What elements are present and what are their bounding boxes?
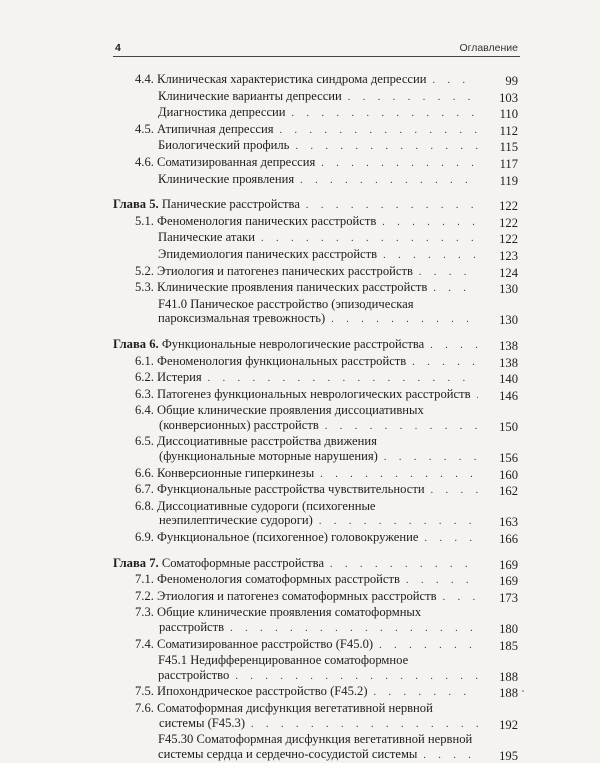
toc-entry-title: Функциональные расстройства чувствительности bbox=[157, 482, 425, 497]
toc-entry[interactable] bbox=[113, 403, 518, 434]
section-number: 5.2. bbox=[135, 263, 158, 278]
leader-dots bbox=[374, 686, 478, 701]
leader-dots bbox=[433, 282, 478, 297]
toc-entry-text bbox=[158, 653, 408, 668]
toc-entry-text bbox=[158, 105, 286, 120]
leader-dots bbox=[330, 558, 478, 573]
section-number: 4.5. bbox=[135, 121, 158, 136]
toc-page-number: 192 bbox=[499, 717, 518, 732]
toc-entry-text bbox=[135, 589, 437, 604]
toc-entry[interactable] bbox=[113, 466, 518, 483]
running-header bbox=[113, 40, 520, 57]
toc-entry-title: (конверсионных) расстройств bbox=[159, 417, 319, 432]
section-number: 4.4. bbox=[135, 72, 158, 86]
section-number: 7.5. bbox=[135, 684, 158, 699]
leader-dots bbox=[295, 140, 478, 155]
toc-page-number: 140 bbox=[499, 372, 518, 387]
toc-entry-text bbox=[158, 732, 472, 747]
toc-entry[interactable] bbox=[113, 214, 518, 231]
toc-entry[interactable] bbox=[113, 637, 518, 654]
leader-dots bbox=[331, 313, 478, 328]
leader-dots bbox=[325, 420, 478, 435]
toc-entry[interactable] bbox=[113, 684, 518, 701]
leader-dots bbox=[251, 718, 478, 733]
leader-dots bbox=[208, 372, 478, 387]
toc-page-number: 188 bbox=[499, 686, 518, 701]
toc-entry[interactable] bbox=[113, 89, 518, 106]
section-number: 7.2. bbox=[135, 588, 158, 603]
toc-page-number: 130 bbox=[499, 313, 518, 328]
toc-entry-title: Этиология и патогенез панических расстройств bbox=[157, 263, 413, 278]
toc-entry-title: Феноменология соматоформных расстройств bbox=[157, 572, 400, 587]
toc-entry[interactable] bbox=[113, 354, 518, 371]
toc-entry[interactable] bbox=[113, 122, 518, 139]
leader-dots bbox=[431, 484, 478, 499]
toc-entry[interactable] bbox=[113, 572, 518, 589]
leader-dots bbox=[306, 199, 478, 214]
toc-entry-text bbox=[159, 716, 245, 731]
section-number: 6.8. bbox=[135, 498, 158, 513]
toc-entry-title: Соматоформные расстройства bbox=[161, 555, 325, 570]
section-number: 6.5. bbox=[135, 434, 158, 449]
toc-entry[interactable] bbox=[113, 482, 518, 499]
toc-entry[interactable] bbox=[113, 105, 518, 122]
toc-entry-title: системы сердца и сердечно-сосудистой системы bbox=[158, 746, 418, 761]
toc-page-number: 130 bbox=[499, 282, 518, 297]
leader-dots bbox=[230, 622, 478, 637]
toc-entry-text bbox=[113, 556, 324, 571]
toc-entry[interactable] bbox=[113, 387, 518, 404]
toc-entry[interactable] bbox=[113, 732, 518, 763]
toc-entry-text bbox=[158, 89, 342, 104]
toc-entry-title: Патогенез функциональных неврологических расстройств bbox=[157, 386, 471, 401]
toc-entry-title: Клинические проявления bbox=[158, 171, 295, 186]
toc-page-number: 124 bbox=[499, 265, 518, 280]
toc-entry-title: Биологический профиль bbox=[158, 138, 290, 153]
toc-entry-text bbox=[159, 620, 224, 635]
chapter-label: Глава 7. bbox=[113, 555, 159, 570]
leader-dots bbox=[406, 574, 478, 589]
toc-entry-title: (функциональные моторные нарушения) bbox=[159, 449, 378, 464]
section-number: 6.4. bbox=[135, 403, 158, 418]
table-of-contents bbox=[113, 72, 518, 763]
toc-entry-text bbox=[135, 605, 421, 620]
toc-entry-title: Диагностика депрессии bbox=[158, 105, 286, 120]
chapter-label: Глава 6. bbox=[113, 336, 159, 351]
section-number: 7.1. bbox=[135, 572, 158, 587]
toc-entry-text bbox=[135, 387, 471, 402]
toc-chapter-entry[interactable] bbox=[113, 197, 518, 214]
toc-page-number: 117 bbox=[499, 156, 518, 171]
toc-entry-title: F45.1 Недифференцированное соматоформное bbox=[158, 653, 409, 668]
toc-entry-title: Диссоциативные судороги (психогенные bbox=[157, 498, 376, 513]
toc-entry-text bbox=[113, 197, 300, 212]
section-number: 5.3. bbox=[135, 280, 158, 295]
toc-page-number: 99 bbox=[505, 74, 518, 88]
section-number: 7.3. bbox=[135, 605, 158, 620]
toc-entry-title: Функциональные неврологические расстройства bbox=[161, 336, 425, 351]
leader-dots bbox=[432, 74, 478, 89]
toc-entry-text bbox=[135, 701, 433, 716]
toc-entry-text bbox=[158, 297, 414, 312]
toc-page-number: 122 bbox=[499, 199, 518, 214]
toc-chapter-entry[interactable] bbox=[113, 337, 518, 354]
toc-page-number: 123 bbox=[499, 248, 518, 263]
toc-entry-title: Функциональное (психогенное) головокружение bbox=[157, 530, 419, 545]
toc-entry-title: расстройство bbox=[158, 667, 230, 682]
toc-entry-text bbox=[135, 530, 418, 545]
toc-entry-text bbox=[135, 403, 424, 418]
toc-entry-text bbox=[135, 354, 406, 369]
leader-dots bbox=[300, 174, 478, 189]
toc-entry-title: расстройств bbox=[159, 620, 225, 634]
toc-page-number: 156 bbox=[499, 451, 518, 466]
toc-entry-text bbox=[159, 513, 313, 528]
leader-dots bbox=[235, 670, 478, 685]
leader-dots bbox=[423, 749, 478, 763]
toc-page-number: 122 bbox=[499, 215, 518, 230]
toc-entry[interactable] bbox=[113, 155, 518, 172]
leader-dots bbox=[443, 591, 478, 606]
toc-entry-text bbox=[135, 370, 202, 385]
toc-entry-title: Конверсионные гиперкинезы bbox=[157, 465, 315, 480]
toc-entry-title: Эпидемиология панических расстройств bbox=[158, 246, 378, 261]
toc-entry-text bbox=[135, 280, 427, 295]
toc-entry-text bbox=[158, 747, 417, 762]
toc-entry[interactable] bbox=[113, 370, 518, 387]
toc-entry-text bbox=[135, 72, 426, 87]
chapter-label: Глава 5. bbox=[113, 197, 159, 212]
toc-page-number: 146 bbox=[499, 388, 518, 403]
toc-page-number: 195 bbox=[499, 748, 518, 763]
toc-entry-text bbox=[158, 311, 325, 326]
toc-entry-text bbox=[159, 449, 378, 464]
toc-entry-text bbox=[135, 637, 373, 652]
toc-page-number: 115 bbox=[499, 140, 518, 155]
toc-entry-text bbox=[135, 264, 413, 279]
toc-entry-text bbox=[135, 499, 376, 514]
section-number: 6.9. bbox=[135, 530, 158, 545]
toc-entry-title: Панические атаки bbox=[158, 230, 255, 245]
toc-entry-text bbox=[158, 230, 255, 245]
toc-page-number: 150 bbox=[499, 419, 518, 434]
toc-entry-title: Этиология и патогенез соматоформных расстройств bbox=[157, 588, 437, 603]
toc-entry[interactable] bbox=[113, 297, 518, 328]
toc-page-number: 110 bbox=[499, 107, 518, 122]
toc-entry[interactable] bbox=[113, 530, 518, 547]
toc-entry-text bbox=[113, 337, 424, 352]
toc-entry-text bbox=[158, 247, 377, 262]
toc-entry-title: системы (F45.3) bbox=[159, 715, 246, 730]
toc-page-number: 185 bbox=[499, 638, 518, 653]
leader-dots bbox=[384, 451, 478, 466]
toc-entry[interactable] bbox=[113, 434, 518, 465]
toc-entry-title: Истерия bbox=[157, 370, 202, 385]
page-number: 4 bbox=[115, 42, 121, 54]
toc-entry-title: F45.30 Соматоформная дисфункция вегетативной нервной bbox=[158, 732, 473, 747]
toc-entry-text bbox=[135, 434, 377, 449]
toc-page-number: 180 bbox=[499, 622, 518, 636]
toc-entry-title: Феноменология функциональных расстройств bbox=[157, 353, 407, 368]
toc-entry-title: неэпилептические судороги) bbox=[159, 513, 313, 528]
toc-page-number: 103 bbox=[499, 90, 518, 105]
section-number: 4.6. bbox=[135, 154, 158, 169]
toc-entry[interactable] bbox=[113, 247, 518, 264]
section-number: 6.2. bbox=[135, 370, 158, 385]
toc-entry-title: Соматоформная дисфункция вегетативной нервной bbox=[157, 700, 433, 715]
toc-page-number: 173 bbox=[499, 590, 518, 605]
toc-page-number: 169 bbox=[499, 574, 518, 589]
toc-page-number: 160 bbox=[499, 467, 518, 482]
leader-dots bbox=[383, 249, 478, 264]
leader-dots bbox=[348, 91, 478, 106]
toc-entry-text bbox=[135, 684, 368, 699]
leader-dots bbox=[292, 107, 478, 122]
leader-dots bbox=[430, 339, 478, 354]
toc-entry-text bbox=[158, 668, 229, 683]
toc-entry-title: Клинические варианты депрессии bbox=[158, 88, 342, 103]
section-number: 5.1. bbox=[135, 213, 158, 228]
toc-entry-text bbox=[158, 172, 294, 187]
section-number: 7.4. bbox=[135, 636, 158, 651]
toc-entry-text bbox=[135, 572, 400, 587]
toc-entry-text bbox=[135, 214, 376, 229]
section-number: 7.6. bbox=[135, 700, 158, 715]
toc-entry-title: Общие клинические проявления соматоформных bbox=[157, 605, 422, 620]
running-title: Оглавление bbox=[459, 42, 518, 54]
toc-entry[interactable] bbox=[113, 589, 518, 606]
toc-entry-title: Общие клинические проявления диссоциативных bbox=[157, 403, 424, 418]
leader-dots bbox=[379, 639, 478, 654]
toc-entry-title: Соматизированное расстройство (F45.0) bbox=[157, 636, 374, 651]
toc-entry-title: Панические расстройства bbox=[161, 197, 300, 212]
toc-entry[interactable] bbox=[113, 605, 518, 636]
leader-dots bbox=[320, 468, 478, 483]
toc-page-number: 169 bbox=[499, 557, 518, 572]
toc-entry-title: пароксизмальная тревожность) bbox=[158, 311, 326, 326]
toc-entry[interactable] bbox=[113, 701, 518, 732]
page-speck bbox=[522, 690, 524, 692]
toc-entry-text bbox=[159, 418, 319, 433]
toc-page-number: 119 bbox=[499, 173, 518, 188]
toc-page-number: 138 bbox=[499, 355, 518, 370]
leader-dots bbox=[382, 216, 478, 231]
toc-entry-title: Диссоциативные расстройства движения bbox=[157, 434, 377, 449]
toc-entry-title: Соматизированная депрессия bbox=[157, 154, 316, 169]
leader-dots bbox=[412, 356, 478, 371]
toc-entry[interactable] bbox=[113, 264, 518, 281]
toc-entry-text bbox=[158, 138, 289, 153]
leader-dots bbox=[321, 157, 478, 172]
toc-entry-text bbox=[135, 122, 274, 137]
toc-chapter-entry[interactable] bbox=[113, 556, 518, 573]
toc-page-number: 188 bbox=[499, 669, 518, 684]
toc-entry-title: F41.0 Паническое расстройство (эпизодическая bbox=[158, 296, 414, 311]
toc-entry[interactable] bbox=[113, 172, 518, 189]
leader-dots bbox=[280, 124, 479, 139]
section-number: 6.6. bbox=[135, 465, 158, 480]
toc-entry-title: Клиническая характеристика синдрома депрессии bbox=[157, 72, 427, 86]
leader-dots bbox=[419, 266, 478, 281]
toc-page-number: 122 bbox=[499, 232, 518, 247]
leader-dots bbox=[477, 389, 478, 404]
toc-entry[interactable] bbox=[113, 72, 518, 89]
toc-entry[interactable] bbox=[113, 280, 518, 297]
toc-entry[interactable] bbox=[113, 499, 518, 530]
section-number: 6.7. bbox=[135, 482, 158, 497]
toc-entry[interactable] bbox=[113, 230, 518, 247]
toc-page-number: 162 bbox=[499, 484, 518, 499]
toc-page-number: 138 bbox=[499, 338, 518, 353]
section-number: 6.3. bbox=[135, 386, 158, 401]
toc-page-number: 166 bbox=[499, 532, 518, 547]
toc-entry-title: Феноменология панических расстройств bbox=[157, 213, 377, 228]
leader-dots bbox=[319, 515, 478, 530]
toc-entry-title: Ипохондрическое расстройство (F45.2) bbox=[157, 684, 368, 699]
toc-entry-text bbox=[135, 155, 315, 170]
toc-entry[interactable] bbox=[113, 138, 518, 155]
toc-entry-text bbox=[135, 482, 425, 497]
toc-page-number: 112 bbox=[499, 123, 518, 138]
toc-entry-title: Атипичная депрессия bbox=[157, 121, 274, 136]
toc-entry-title: Клинические проявления панических расстройств bbox=[157, 280, 428, 295]
toc-entry[interactable] bbox=[113, 653, 518, 684]
leader-dots bbox=[261, 232, 478, 247]
toc-entry-text bbox=[135, 466, 314, 481]
leader-dots bbox=[424, 532, 478, 547]
toc-page-number: 163 bbox=[499, 515, 518, 530]
section-number: 6.1. bbox=[135, 353, 158, 368]
